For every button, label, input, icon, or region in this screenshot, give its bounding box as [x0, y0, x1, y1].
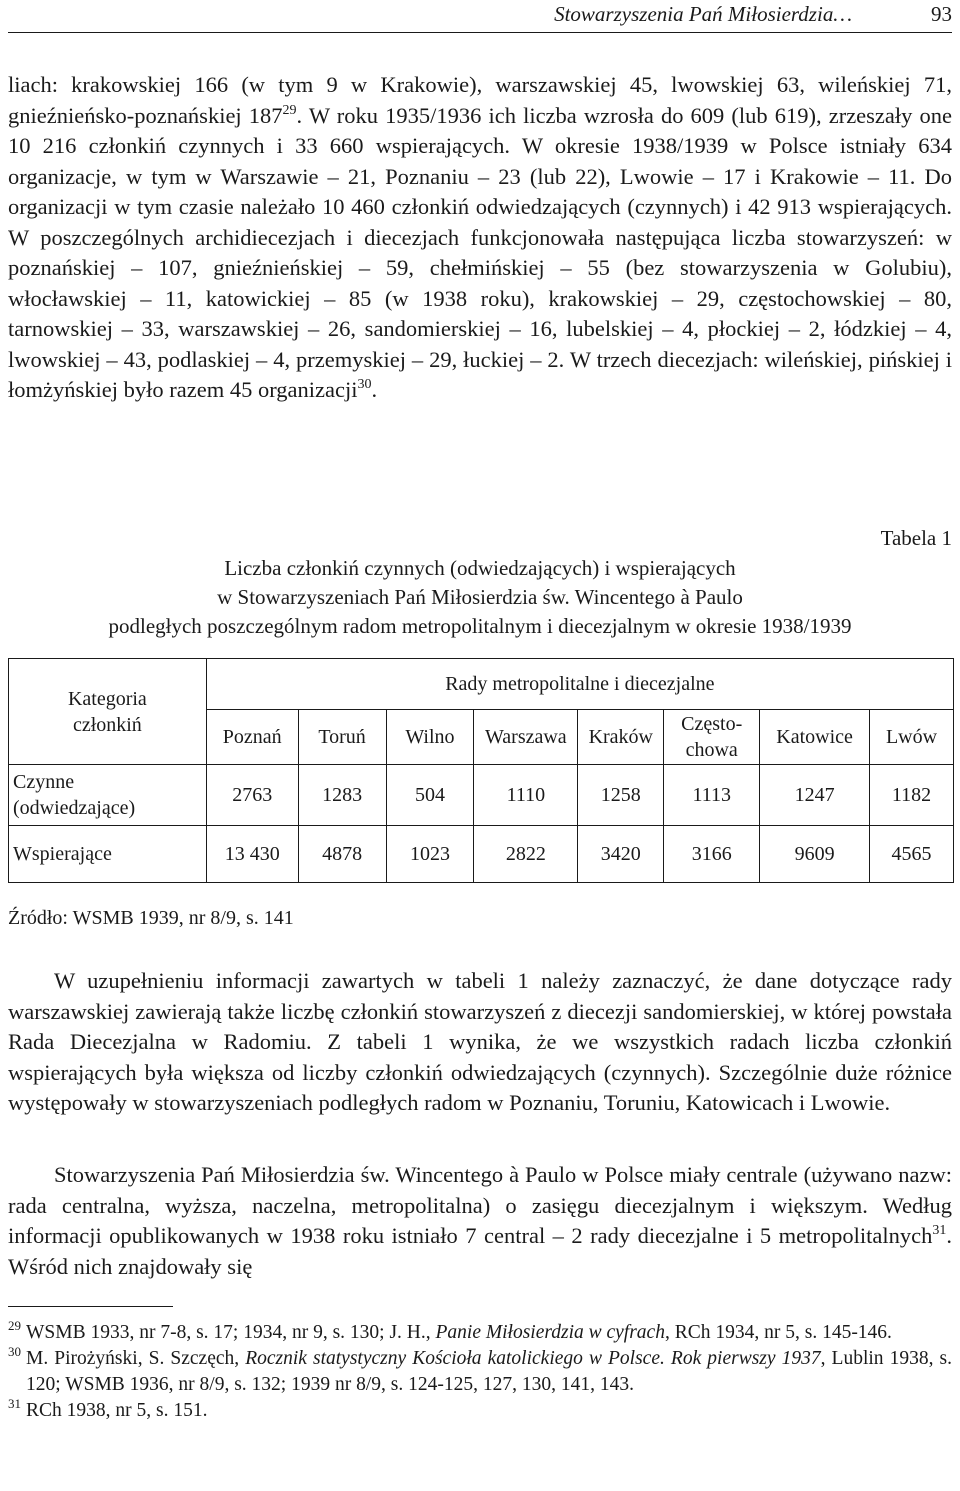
column-header: Lwów	[870, 710, 954, 765]
footnote-31: $^{31}$ RCh 1938, nr 5, s. 151.	[8, 1396, 208, 1421]
row-label: Wspierające	[9, 826, 207, 883]
footnote-text: , Lublin 1938, s. 120; WSMB 1936, nr 8/9, s. 132; 1939 nr 8/9, s. 124-125, 127, 130, 141, 143.	[26, 1348, 952, 1395]
column-header-czestochowa	[664, 710, 760, 765]
column-header-part: Często-	[681, 713, 743, 735]
table-cell: 1023	[386, 826, 474, 883]
row-label-part: Czynne	[13, 771, 75, 793]
table-title-line: w Stowarzyszeniach Pań Miłosierdzia św. Wincentego à Paulo	[217, 585, 743, 609]
table-cell: 504	[386, 765, 474, 826]
column-header: Warszawa	[474, 710, 578, 765]
column-header: Katowice	[760, 710, 870, 765]
footnote-rule	[8, 1306, 173, 1307]
group-header-cell	[206, 659, 953, 710]
paragraph-text: . Wśród nich znajdowały się	[8, 1223, 952, 1279]
paragraph-text: liach: krakowskiej 166 (w tym 9 w Krakowie), warszawskiej 45, lwowskiej 63, wileńskiej 71, gnieźnieńsko-poznańskiej 187	[8, 72, 952, 128]
row-label-part: (odwiedzające)	[13, 797, 136, 819]
column-header: Wilno	[386, 710, 474, 765]
footnote-text: M. Pirożyński, S. Szczęch,	[26, 1348, 246, 1369]
group-header: Rady metropolitalne i diecezjalne	[445, 673, 715, 695]
table-cell: 9609	[760, 826, 870, 883]
table-cell: 3166	[664, 826, 760, 883]
category-header-cell	[9, 659, 207, 765]
footnote-text: WSMB 1933, nr 7-8, s. 17; 1934, nr 9, s. 130; J. H.,	[26, 1322, 436, 1343]
table-cell: 1182	[870, 765, 954, 826]
footnotes	[8, 1320, 952, 1424]
category-header: Kategoria	[67, 687, 147, 710]
table-cell: 1110	[474, 765, 578, 826]
table-cell: 1247	[760, 765, 870, 826]
table-cell: 13 430	[206, 826, 298, 883]
category-header: członkiń	[72, 713, 142, 736]
paragraph-text: Stowarzyszenia Pań Miłosierdzia św. Wincentego à Paulo w Polsce miały centrale (używano nazw: rada centralna, wyższa, naczelna, metropolitalna) o zasięgu diecezjalnym i większym. Według informacji opublikowanych w 1938 roku istniało 7 central – 2 rady diecezjalne i 5 metropolitalnych	[8, 1162, 952, 1248]
table-title	[8, 554, 952, 641]
footnote-title: Panie Miłosierdzia w cyfrach	[435, 1322, 665, 1343]
footnote-ref-30[interactable]: 30	[357, 377, 372, 392]
table-cell: 1283	[298, 765, 386, 826]
paragraph-centrals	[8, 1160, 952, 1282]
footnote-30: $^{30}$ M. Pirożyński, S. Szczęch, Rocznik statystyczny Kościoła katolickiego w Polsce. Rok pierwszy 1937, Lublin 1938, s. 120; WSMB 1936, nr 8/9, s. 132; 1939 nr 8/9, s. 124-125, 127, 130, 141, 143.	[8, 1344, 952, 1395]
paragraph-table-commentary: W uzupełnieniu informacji zawartych w tabeli 1 należy zaznaczyć, że dane dotyczące rady warszawskiej zawierają także liczbę członkiń stowarzyszeń z diecezji sandomierskiej, w której powstała Rada Diecezjalna w Radomiu. Z tabeli 1 wynika, że we wszystkich radach liczba członkiń wspierających była większa od liczby członkiń odwiedzających (czynnych). Szczególnie duże różnice występowały w stowarzyszeniach podległych radom w Poznaniu, Toruniu, Katowicach i Lwowie.	[8, 968, 952, 1115]
row-label	[9, 765, 207, 826]
footnote-text: RCh 1938, nr 5, s. 151.	[26, 1400, 208, 1421]
footnote-ref-29[interactable]: 29	[282, 102, 297, 118]
column-header: Kraków	[578, 710, 664, 765]
paragraph-text: . W roku 1935/1936 ich liczba wzrosła do 609 (lub 619), zrzeszały one 10 216 członkiń czynnych i 33 660 wspierających. W okresie 1938/1939 w Polsce istniały 634 organizacje, w tym w Warszawie – 21, Poznaniu – 23 (lub 22), Lwowie – 17 i Krakowie – 11. Do organizacji w tym czasie należało 10 460 członkiń odwiedzających (czynnych) i 42 913 wspierających. W poszczególnych archidiecezjach i diecezjach funkcjonowała następująca liczba stowarzyszeń: w poznańskiej – 107, gnieźnieńskiej – 59, chełmińskiej – 55 (bez stowarzyszenia w Golubiu), włocławskiej – 11, katowickiej – 85 (w 1938 roku), krakowskiej – 29, częstochowskiej – 80, tarnowskiej – 33, warszawskiej – 26, sandomierskiej – 16, lubelskiej – 4, płockiej – 2, łódzkiej – 4, lwowskiej – 43, podlaskiej – 4, przemyskiej – 29, łuckiej – 2. W trzech diecezjach: wileńskiej, pińskiej i łomżyńskiej było razem 45 organizacji	[8, 102, 952, 402]
table-cell: 1113	[664, 765, 760, 826]
page-number: 93	[931, 2, 952, 26]
footnote-ref-31[interactable]: 31	[932, 1223, 947, 1238]
column-header-part: chowa	[685, 739, 738, 761]
column-header: Toruń	[298, 710, 386, 765]
table-cell: 2763	[206, 765, 298, 826]
table-label: Tabela 1	[880, 526, 952, 550]
column-header: Poznań	[206, 710, 298, 765]
table-cell: 4565	[870, 826, 954, 883]
footnote-29: $^{29}$ WSMB 1933, nr 7-8, s. 17; 1934, nr 9, s. 130; J. H., Panie Miłosierdzia w cyfrach, RCh 1934, nr 5, s. 145-146.	[8, 1318, 892, 1343]
table-cell: 1258	[578, 765, 664, 826]
running-title: Stowarzyszenia Pań Miłosierdzia…	[554, 2, 852, 26]
running-header	[8, 0, 952, 33]
table-title-line: Liczba członkiń czynnych (odwiedzających) i wspierających	[224, 556, 736, 580]
membership-table	[8, 658, 954, 883]
paragraph-text: .	[371, 377, 378, 402]
paragraph-statistics	[8, 70, 952, 406]
table-row	[9, 765, 954, 826]
table-source: Źródło: WSMB 1939, nr 8/9, s. 141	[8, 907, 294, 929]
footnote-text: , RCh 1934, nr 5, s. 145-146.	[664, 1322, 892, 1343]
table-title-line: podległych poszczególnym radom metropolitalnym i diecezjalnym w okresie 1938/1939	[108, 614, 852, 638]
table-cell: 2822	[474, 826, 578, 883]
table-cell: 3420	[578, 826, 664, 883]
table-row	[9, 826, 954, 883]
footnote-title: Rocznik statystyczny Kościoła katolickiego w Polsce. Rok pierwszy 1937	[245, 1348, 821, 1369]
table-cell: 4878	[298, 826, 386, 883]
